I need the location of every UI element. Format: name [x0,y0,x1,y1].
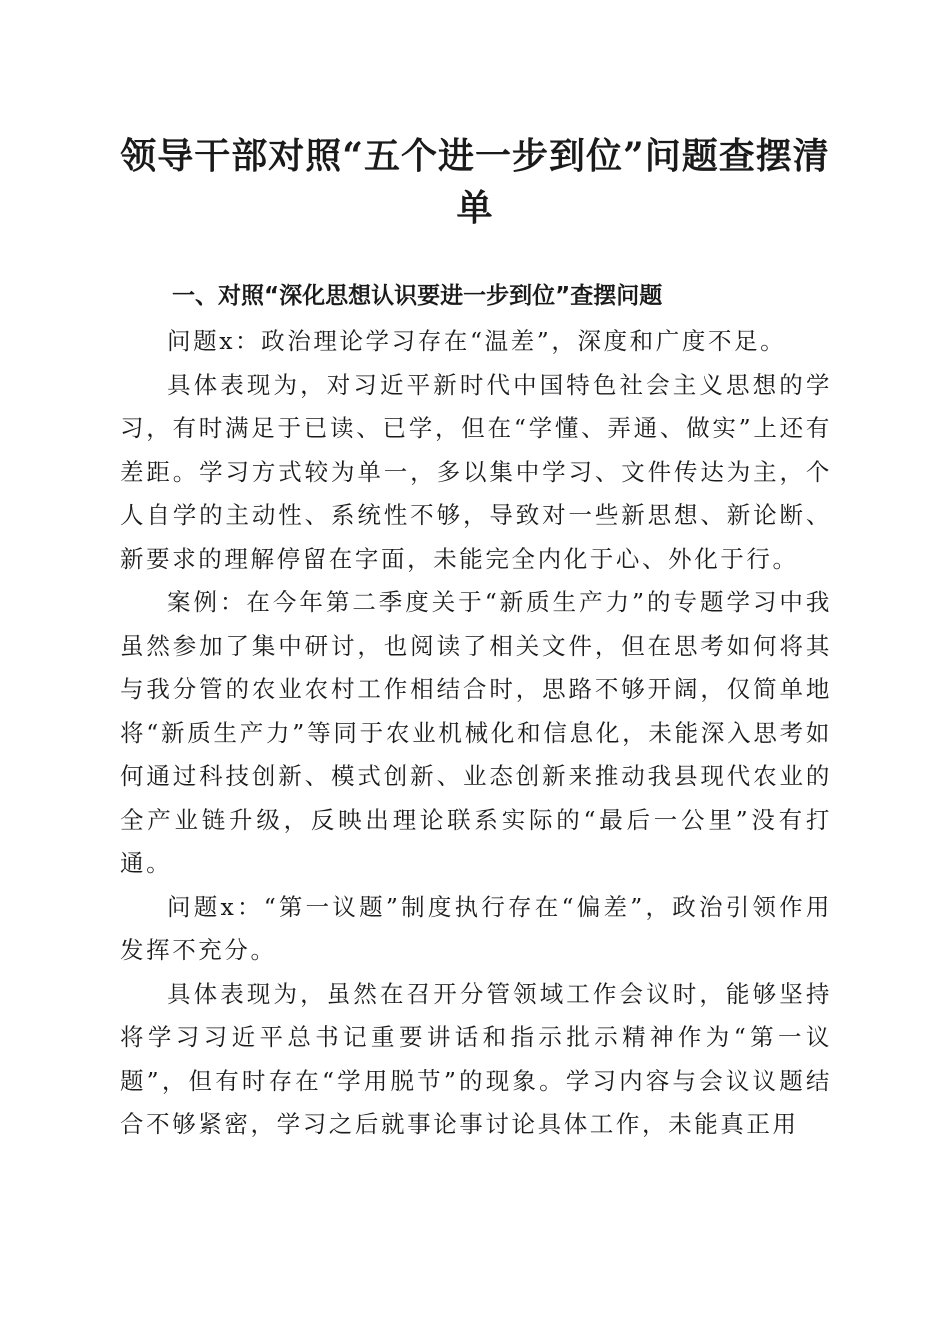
document-body [120,320,832,1147]
section-heading: 一、对照“深化思想认识要进一步到位”查摆问题 [172,283,663,309]
paragraph-problem-2: 问题x：“第一议题”制度执行存在“偏差”，政治引领作用发挥不充分。 [120,892,832,964]
paragraph-case: 案例：在今年第二季度关于“新质生产力”的专题学习中我虽然参加了集中研讨，也阅读了相关文件，但在思考如何将其与我分管的农业农村工作相结合时，思路不够开阔，仅简单地将“新质生产力”等同于农业机械化和信息化，未能深入思考如何通过科技创新、模式创新、业态创新来推动我县现代农业的全产业链升级，反映出理论联系实际的“最后一公里”没有打通。 [120,588,832,877]
paragraph-problem-1: 问题x：政治理论学习存在“温差”，深度和广度不足。 [167,327,787,355]
paragraph-manifestation-2: 具体表现为，虽然在召开分管领域工作会议时，能够坚持将学习习近平总书记重要讲话和指示批示精神作为“第一议题”，但有时存在“学用脱节”的现象。学习内容与会议议题结合不够紧密，学习之后就事论事讨论具体工作，未能真正用 [120,979,832,1138]
paragraph-manifestation-1: 具体表现为，对习近平新时代中国特色社会主义思想的学习，有时满足于已读、已学，但在“学懂、弄通、做实”上还有差距。学习方式较为单一，多以集中学习、文件传达为主，个人自学的主动性、系统性不够，导致对一些新思想、新论断、新要求的理解停留在字面，未能完全内化于心、外化于行。 [120,370,832,573]
document-title: 领导干部对照“五个进一步到位”问题查摆清单 [120,135,830,229]
